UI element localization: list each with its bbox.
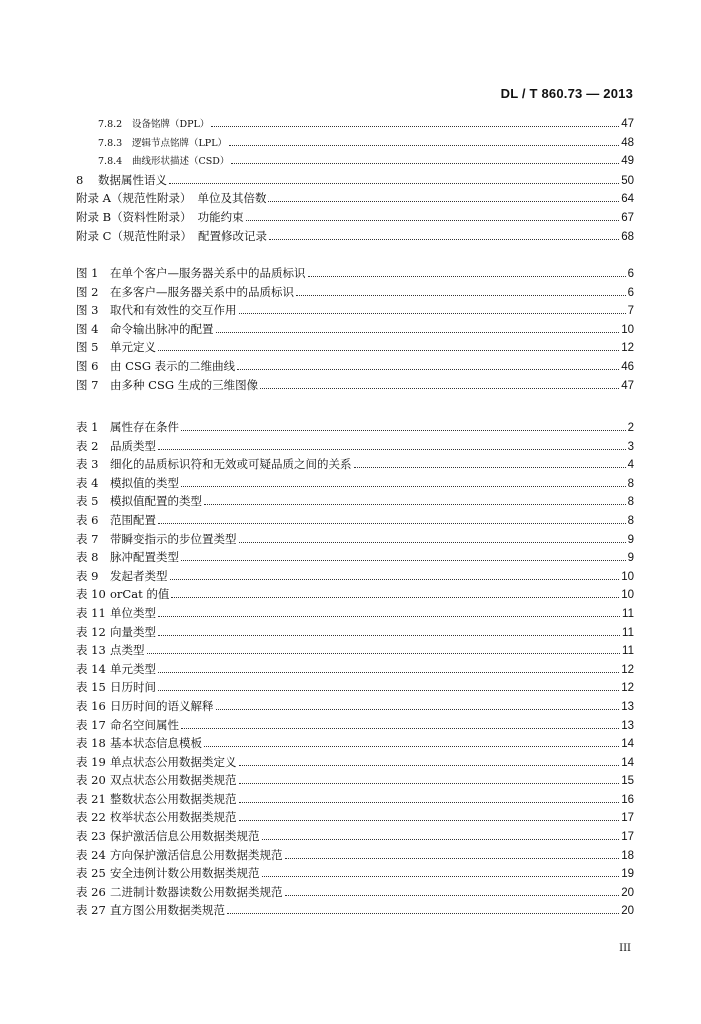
dot-leader	[268, 201, 619, 202]
dot-leader	[169, 183, 619, 184]
entry-title: 模拟值配置的类型	[110, 494, 202, 509]
dot-leader	[239, 542, 626, 543]
dot-leader	[262, 876, 620, 877]
entry-number: 8	[76, 172, 84, 187]
dot-leader	[285, 858, 620, 859]
toc-entry	[76, 190, 634, 209]
entry-page: 47	[621, 118, 634, 130]
entry-title: 由多种 CSG 生成的三维图像	[110, 377, 259, 392]
table-entry	[76, 679, 634, 698]
dot-leader	[231, 163, 619, 164]
table-entry	[76, 902, 634, 921]
dot-leader	[158, 523, 626, 524]
table-entry	[76, 456, 634, 475]
dot-leader	[260, 388, 619, 389]
figure-entry	[76, 284, 634, 303]
dot-leader	[239, 765, 620, 766]
dot-leader	[158, 616, 620, 617]
entry-title: 品质类型	[110, 438, 156, 453]
entry-page: 18	[621, 849, 634, 862]
dot-leader	[211, 126, 619, 127]
entry-number: 图 4	[76, 321, 99, 336]
dot-leader	[239, 783, 620, 784]
dot-leader	[158, 672, 619, 673]
entry-number: 7.8.4	[98, 156, 123, 168]
table-entry	[76, 828, 634, 847]
entry-page: 8	[627, 514, 634, 527]
entry-page: 11	[622, 607, 634, 620]
entry-number: 7.8.3	[98, 137, 123, 149]
entry-page: 19	[621, 868, 634, 881]
dot-leader	[158, 350, 619, 351]
entry-number: 图 2	[76, 284, 99, 299]
entry-number: 表 6	[76, 512, 99, 527]
dot-leader	[237, 369, 619, 370]
entry-number: 图 3	[76, 303, 99, 318]
entry-title: 基本状态信息模板	[110, 736, 202, 751]
entry-title: 单元类型	[110, 661, 156, 676]
entry-title: 单位及其倍数	[197, 191, 267, 206]
entry-title: 单点状态公用数据类定义	[110, 754, 237, 769]
entry-number: 表 27	[76, 903, 106, 918]
dot-leader	[204, 746, 619, 747]
entry-page: 8	[627, 496, 634, 509]
entry-number: 表 22	[76, 810, 106, 825]
dot-leader	[158, 449, 626, 450]
entry-page: 8	[627, 477, 634, 490]
dot-leader	[285, 895, 620, 896]
entry-page: 6	[627, 286, 634, 299]
entry-title: 设备铭牌（DPL）	[132, 119, 210, 130]
dot-leader	[239, 313, 626, 314]
entry-page: 10	[621, 323, 634, 336]
toc-entry	[76, 135, 634, 154]
dot-leader	[147, 653, 621, 654]
dot-leader	[181, 560, 626, 561]
dot-leader	[158, 690, 619, 691]
entry-page: 50	[621, 174, 634, 187]
toc-entry	[76, 116, 634, 135]
entry-number: 表 16	[76, 698, 106, 713]
entry-number: 表 25	[76, 866, 106, 881]
toc-tables	[76, 419, 634, 921]
entry-title: 整数状态公用数据类规范	[110, 791, 237, 806]
entry-page: 11	[622, 626, 634, 639]
entry-page: 4	[627, 459, 634, 472]
entry-number: 7.8.2	[98, 119, 123, 130]
entry-page: 47	[621, 379, 634, 392]
entry-number: 表 7	[76, 531, 99, 546]
entry-number: 表 2	[76, 438, 99, 453]
figure-entry	[76, 358, 634, 377]
entry-number: 图 5	[76, 340, 99, 355]
entry-page: 10	[621, 589, 634, 602]
table-entry	[76, 809, 634, 828]
entry-title: 属性存在条件	[110, 420, 179, 434]
entry-number: 图 6	[76, 358, 99, 373]
entry-title: 曲线形状描述（CSD）	[132, 156, 230, 168]
entry-page: 6	[627, 268, 634, 280]
table-entry	[76, 717, 634, 736]
entry-page: 12	[621, 682, 634, 695]
table-entry	[76, 661, 634, 680]
dot-leader	[262, 839, 620, 840]
entry-title: 配置修改记录	[197, 228, 267, 243]
entry-title: 单位类型	[110, 605, 156, 620]
toc-entry	[76, 172, 634, 191]
dot-leader	[269, 239, 619, 240]
entry-number: 表 1	[76, 420, 99, 434]
entry-page: 14	[621, 738, 634, 751]
figure-entry	[76, 377, 634, 396]
entry-title: 命令输出脉冲的配置	[110, 321, 214, 336]
entry-page: 15	[621, 775, 634, 788]
entry-page: 17	[621, 812, 634, 825]
entry-number: 表 18	[76, 736, 106, 751]
entry-page: 10	[621, 570, 634, 583]
entry-number: 图 1	[76, 266, 99, 280]
toc-sections	[76, 116, 634, 246]
entry-number: 表 3	[76, 457, 99, 472]
entry-title: 带瞬变指示的步位置类型	[110, 531, 237, 546]
standard-header: DL / T 860.73 — 2013	[500, 86, 633, 101]
entry-title: 单元定义	[110, 340, 156, 355]
dot-leader	[239, 820, 620, 821]
entry-title: 功能约束	[197, 209, 244, 224]
entry-page: 13	[621, 700, 634, 713]
entry-title: 保护激活信息公用数据类规范	[110, 829, 260, 844]
entry-page: 9	[627, 552, 634, 565]
entry-number: 附录 A（规范性附录）	[76, 191, 192, 206]
entry-title: 命名空间属性	[110, 717, 179, 732]
entry-title: 数据属性语义	[98, 172, 167, 187]
entry-number: 表 21	[76, 791, 106, 806]
entry-page: 46	[621, 360, 634, 373]
entry-number: 表 17	[76, 717, 106, 732]
entry-page: 13	[621, 719, 634, 732]
entry-number: 表 20	[76, 773, 106, 788]
entry-number: 表 8	[76, 550, 99, 565]
page-number: III	[619, 943, 631, 954]
figure-entry	[76, 321, 634, 340]
entry-title: 日历时间	[110, 680, 156, 695]
entry-page: 7	[627, 305, 634, 318]
table-entry	[76, 531, 634, 550]
entry-title: 范围配置	[110, 512, 156, 527]
entry-number: 表 13	[76, 643, 106, 658]
table-entry	[76, 865, 634, 884]
dot-leader	[181, 728, 619, 729]
toc-entry	[76, 153, 634, 172]
table-entry	[76, 847, 634, 866]
dot-leader	[229, 145, 619, 146]
entry-number: 表 23	[76, 829, 106, 844]
entry-page: 14	[621, 756, 634, 769]
entry-title: 枚举状态公用数据类规范	[110, 810, 237, 825]
entry-title: 点类型	[110, 643, 145, 658]
entry-page: 67	[621, 211, 634, 224]
entry-title: 脉冲配置类型	[110, 550, 179, 565]
entry-title: 细化的品质标识符和无效或可疑品质之间的关系	[110, 457, 352, 472]
dot-leader	[239, 802, 620, 803]
dot-leader	[216, 332, 620, 333]
entry-number: 表 26	[76, 884, 106, 899]
entry-number: 表 4	[76, 475, 99, 490]
dot-leader	[246, 220, 620, 221]
entry-number: 表 19	[76, 754, 106, 769]
entry-page: 11	[622, 645, 634, 658]
entry-title: 安全违例计数公用数据类规范	[110, 866, 260, 881]
entry-title: 双点状态公用数据类规范	[110, 773, 237, 788]
entry-number: 附录 C（规范性附录）	[76, 228, 192, 243]
table-entry	[76, 698, 634, 717]
entry-page: 9	[627, 533, 634, 546]
entry-title: 直方图公用数据类规范	[110, 903, 225, 918]
dot-leader	[158, 635, 620, 636]
table-entry	[76, 884, 634, 903]
entry-title: 在多客户—服务器关系中的品质标识	[110, 284, 294, 299]
entry-title: 向量类型	[110, 624, 156, 639]
table-entry	[76, 772, 634, 791]
entry-page: 20	[621, 886, 634, 899]
entry-title: 二进制计数器读数公用数据类规范	[110, 884, 283, 899]
entry-page: 48	[621, 136, 634, 149]
entry-number: 表 14	[76, 661, 106, 676]
table-entry	[76, 419, 634, 438]
table-entry	[76, 624, 634, 643]
entry-title: 日历时间的语义解释	[110, 698, 214, 713]
table-entry	[76, 586, 634, 605]
table-entry	[76, 735, 634, 754]
entry-title: 由 CSG 表示的二维曲线	[110, 358, 236, 373]
dot-leader	[171, 597, 619, 598]
entry-page: 20	[621, 905, 634, 918]
toc-figures	[76, 265, 634, 395]
table-entry	[76, 642, 634, 661]
table-entry	[76, 512, 634, 531]
figure-entry	[76, 265, 634, 284]
entry-title: 方向保护激活信息公用数据类规范	[110, 847, 283, 862]
dot-leader	[227, 913, 619, 914]
entry-page: 49	[621, 155, 634, 168]
dot-leader	[354, 467, 626, 468]
dot-leader	[308, 276, 626, 277]
dot-leader	[216, 709, 620, 710]
entry-page: 2	[627, 422, 634, 434]
entry-number: 表 24	[76, 847, 106, 862]
entry-title: 取代和有效性的交互作用	[110, 303, 237, 318]
entry-number: 表 10	[76, 587, 106, 602]
entry-page: 16	[621, 793, 634, 806]
table-entry	[76, 475, 634, 494]
entry-title: 在单个客户—服务器关系中的品质标识	[110, 266, 306, 280]
entry-title: 发起者类型	[110, 568, 168, 583]
entry-page: 12	[621, 663, 634, 676]
figure-entry	[76, 339, 634, 358]
table-entry	[76, 568, 634, 587]
entry-number: 表 11	[76, 605, 106, 620]
dot-leader	[296, 295, 626, 296]
dot-leader	[170, 579, 620, 580]
table-entry	[76, 791, 634, 810]
entry-page: 64	[621, 193, 634, 206]
entry-number: 表 5	[76, 494, 99, 509]
entry-number: 附录 B（资料性附录）	[76, 209, 192, 224]
dot-leader	[181, 430, 626, 431]
entry-number: 表 9	[76, 568, 99, 583]
table-entry	[76, 605, 634, 624]
toc-entry	[76, 228, 634, 247]
entry-page: 12	[621, 342, 634, 355]
entry-page: 17	[621, 831, 634, 844]
table-entry	[76, 754, 634, 773]
entry-page: 3	[627, 440, 634, 453]
entry-title: 模拟值的类型	[110, 475, 179, 490]
entry-number: 表 15	[76, 680, 106, 695]
figure-entry	[76, 302, 634, 321]
table-entry	[76, 438, 634, 457]
entry-page: 68	[621, 230, 634, 243]
table-entry	[76, 493, 634, 512]
entry-title: 逻辑节点铭牌（LPL）	[132, 137, 228, 149]
dot-leader	[181, 486, 626, 487]
table-entry	[76, 549, 634, 568]
entry-number: 表 12	[76, 624, 106, 639]
entry-number: 图 7	[76, 377, 99, 392]
toc-entry	[76, 209, 634, 228]
entry-title: orCat 的值	[110, 587, 170, 602]
dot-leader	[204, 504, 626, 505]
